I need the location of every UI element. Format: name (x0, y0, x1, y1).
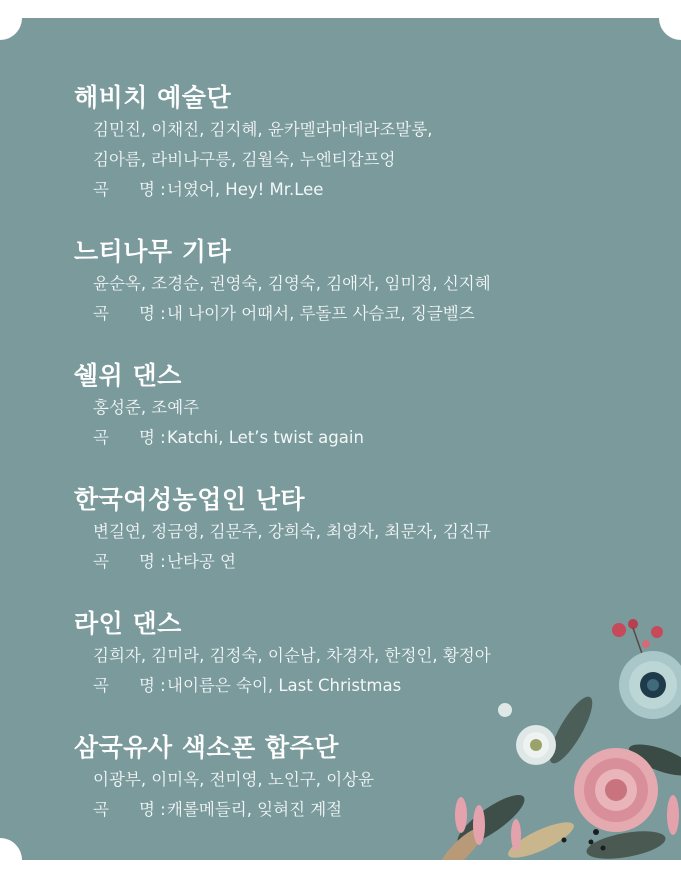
members-line: 김희자, 김미라, 김정숙, 이순남, 차경자, 한정인, 황정아 (93, 646, 491, 665)
song-line (74, 547, 634, 577)
members-line: 김아름, 라비나구릉, 김월숙, 누엔티갑프엉 (93, 150, 396, 169)
performance-title: 느티나무 기타 (74, 237, 232, 266)
song-list: Katchi, Let’s twist again (167, 428, 364, 447)
members-line: 윤순옥, 조경순, 권영숙, 김영숙, 김애자, 임미정, 신지혜 (93, 274, 491, 293)
corner-notch (0, 838, 22, 860)
song-label: 곡 명 : (93, 676, 166, 695)
members-line: 이광부, 이미옥, 전미영, 노인구, 이상윤 (93, 770, 375, 789)
performance-section (74, 81, 634, 205)
performance-section (74, 235, 634, 329)
anemone-flower-icon (619, 651, 681, 719)
flower-bouquet-illustration (421, 610, 681, 860)
members-line: 변길연, 정금영, 김문주, 강희숙, 최영자, 최문자, 김진규 (93, 522, 491, 541)
song-list: 너였어, Hey! Mr.Lee (167, 180, 324, 199)
song-list: 난타공 연 (167, 552, 237, 571)
song-label: 곡 명 : (93, 304, 166, 323)
performance-title: 한국여성농업인 난타 (74, 485, 306, 514)
performance-section (74, 359, 634, 453)
performance-title: 해비치 예술단 (74, 83, 232, 112)
performance-title: 라인 댄스 (74, 609, 182, 638)
song-line (74, 175, 634, 205)
song-list: 내 나이가 어때서, 루돌프 사슴코, 징글벨즈 (167, 304, 475, 323)
rose-icon (574, 748, 658, 832)
corner-notch (659, 18, 681, 40)
corner-notch (0, 18, 22, 40)
members-line: 홍성준, 조예주 (93, 398, 200, 417)
song-label: 곡 명 : (93, 428, 166, 447)
performance-title: 삼국유사 색소폰 합주단 (74, 733, 339, 762)
song-line (74, 423, 634, 453)
song-label: 곡 명 : (93, 180, 166, 199)
performance-section (74, 483, 634, 577)
song-list: 내이름은 숙이, Last Christmas (167, 676, 402, 695)
members-line: 김민진, 이채진, 김지혜, 윤카멜라마데라조말롱, (93, 120, 433, 139)
song-line (74, 299, 634, 329)
program-card (0, 18, 681, 860)
song-label: 곡 명 : (93, 552, 166, 571)
song-list: 캐롤메들리, 잊혀진 계절 (167, 800, 343, 819)
song-label: 곡 명 : (93, 800, 166, 819)
white-flower-icon (498, 703, 556, 765)
performance-title: 쉘위 댄스 (74, 361, 182, 390)
